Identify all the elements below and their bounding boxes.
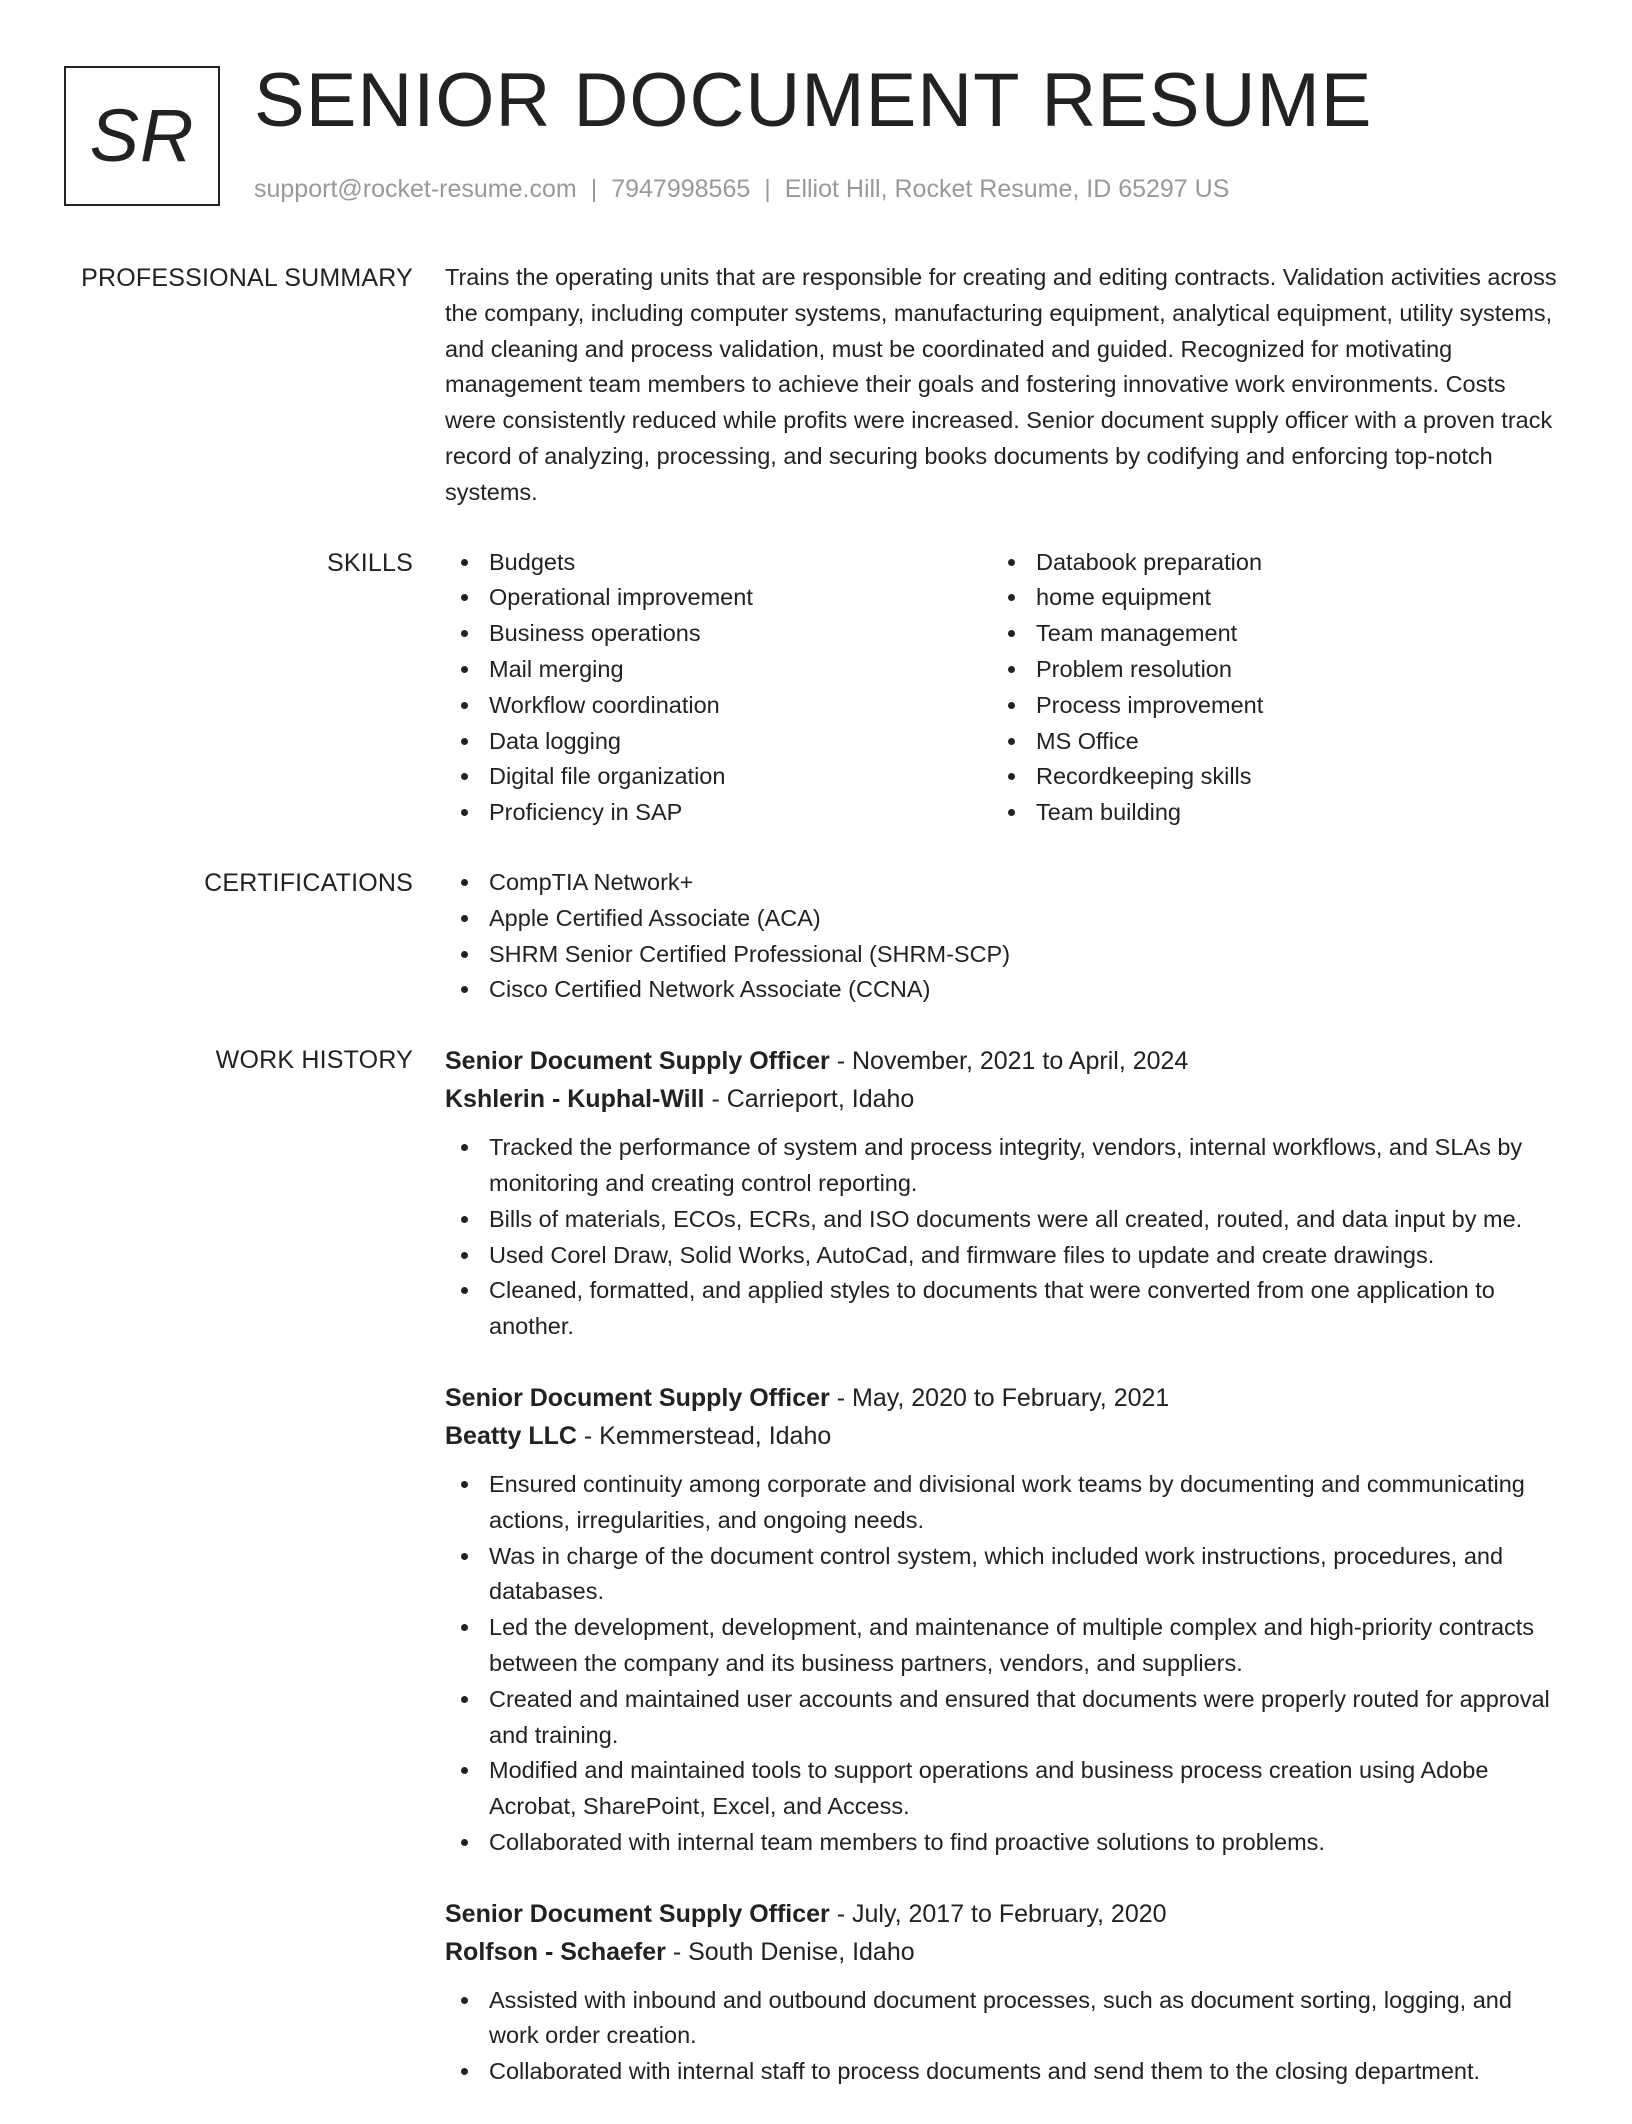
skill-item: Budgets (445, 545, 992, 581)
resume-title: SENIOR DOCUMENT RESUME (254, 58, 1373, 143)
job-duties (445, 1983, 1557, 2090)
skill-item: Team management (992, 616, 1539, 652)
contact-phone[interactable]: 7947998565 (611, 175, 751, 203)
job-duty-item: Tracked the performance of system and process integrity, vendors, internal workflows, and SLAs by monitoring and creating control reporting. (445, 1130, 1557, 1202)
skill-item: MS Office (992, 724, 1539, 760)
job-duty-item: Ensured continuity among corporate and divisional work teams by documenting and communicating actions, irregularities, and ongoing needs. (445, 1467, 1557, 1539)
job-title: Senior Document Supply Officer (445, 1383, 830, 1412)
section-heading: WORK HISTORY (215, 1046, 413, 1075)
section-heading: CERTIFICATIONS (204, 868, 413, 897)
section-body (445, 260, 1557, 511)
section-skills (0, 545, 1632, 831)
job-company-line (445, 1933, 1557, 1971)
job-duties (445, 1130, 1557, 1345)
certification-item: SHRM Senior Certified Professional (SHRM-SCP) (445, 937, 1557, 973)
skill-item: Digital file organization (445, 759, 992, 795)
skills-column-right (992, 545, 1539, 831)
skill-item: Workflow coordination (445, 688, 992, 724)
job-duty-item: Bills of materials, ECOs, ECRs, and ISO documents were all created, routed, and data input by me. (445, 1202, 1557, 1238)
job-dates: - November, 2021 to April, 2024 (829, 1047, 1189, 1076)
section-heading: SKILLS (327, 548, 413, 577)
job-duty-item: Cleaned, formatted, and applied styles to documents that were converted from one application to another. (445, 1273, 1557, 1345)
section-professional-summary (0, 260, 1632, 511)
contact-line (254, 174, 1229, 204)
job-entry (445, 1895, 1557, 2090)
section-work-history (0, 1042, 1632, 2090)
skill-item: Mail merging (445, 652, 992, 688)
certification-item: Apple Certified Associate (ACA) (445, 901, 1557, 937)
skill-item: Databook preparation (992, 545, 1539, 581)
job-location: - Kemmerstead, Idaho (576, 1421, 832, 1450)
section-body (445, 1042, 1557, 2090)
skill-item: Team building (992, 795, 1539, 831)
certification-item: Cisco Certified Network Associate (CCNA) (445, 972, 1557, 1008)
job-dates: - July, 2017 to February, 2020 (829, 1899, 1167, 1928)
job-company: Rolfson - Schaefer (445, 1937, 666, 1966)
job-title-line (445, 1895, 1557, 1933)
skills-grid (445, 545, 1557, 831)
skill-item: Data logging (445, 724, 992, 760)
job-location: - South Denise, Idaho (665, 1937, 915, 1966)
job-duty-item: Assisted with inbound and outbound document processes, such as document sorting, logging, and work order creation. (445, 1983, 1557, 2055)
job-duty-item: Was in charge of the document control system, which included work instructions, procedures, and databases. (445, 1539, 1557, 1611)
job-company: Beatty LLC (445, 1421, 577, 1450)
job-title: Senior Document Supply Officer (445, 1047, 830, 1076)
certification-item: CompTIA Network+ (445, 865, 1557, 901)
job-company-line (445, 1080, 1557, 1118)
job-entry (445, 1379, 1557, 1861)
job-title-line (445, 1379, 1557, 1417)
job-duty-item: Led the development, development, and maintenance of multiple complex and high-priority contracts between the company and its business partners, vendors, and suppliers. (445, 1610, 1557, 1682)
job-entry (445, 1042, 1557, 1345)
job-location: - Carrieport, Idaho (704, 1085, 915, 1114)
skill-item: Operational improvement (445, 580, 992, 616)
skill-item: Proficiency in SAP (445, 795, 992, 831)
contact-email[interactable]: support@rocket-resume.com (254, 175, 577, 203)
resume-sections (0, 260, 1632, 2124)
section-certifications (0, 865, 1632, 1008)
skills-column-left (445, 545, 992, 831)
skill-item: Recordkeeping skills (992, 759, 1539, 795)
contact-address: Elliot Hill, Rocket Resume, ID 65297 US (784, 175, 1230, 203)
summary-text: Trains the operating units that are responsible for creating and editing contracts. Validation activities across the company, including computer systems, manufacturing equipment, analytical equipment, utility systems, and cleaning and process validation, must be coordinated and guided. Recognized for motivating management team members to achieve their goals and fostering innovative work environments. Costs were consistently reduced while profits were increased. Senior document supply officer with a proven track record of analyzing, processing, and securing books documents by codifying and enforcing top-notch systems. (445, 264, 1557, 505)
contact-separator: | (590, 175, 598, 203)
job-title-line (445, 1042, 1557, 1080)
job-company: Kshlerin - Kuphal-Will (445, 1085, 705, 1114)
monogram-initials: SR (89, 94, 195, 177)
job-duty-item: Collaborated with internal staff to process documents and send them to the closing department. (445, 2054, 1557, 2090)
job-duty-item: Created and maintained user accounts and ensured that documents were properly routed for approval and training. (445, 1682, 1557, 1754)
job-duty-item: Modified and maintained tools to support operations and business process creation using Adobe Acrobat, SharePoint, Excel, and Access. (445, 1753, 1557, 1825)
contact-separator: | (764, 175, 771, 203)
job-title: Senior Document Supply Officer (445, 1899, 830, 1928)
job-duty-item: Used Corel Draw, Solid Works, AutoCad, and firmware files to update and create drawings. (445, 1238, 1557, 1274)
job-duty-item: Collaborated with internal team members to find proactive solutions to problems. (445, 1825, 1557, 1861)
skill-item: Problem resolution (992, 652, 1539, 688)
skill-item: Process improvement (992, 688, 1539, 724)
job-company-line (445, 1417, 1557, 1455)
section-heading: PROFESSIONAL SUMMARY (81, 264, 413, 292)
skill-item: Business operations (445, 616, 992, 652)
job-dates: - May, 2020 to February, 2021 (829, 1383, 1170, 1412)
certifications-list (445, 865, 1557, 1008)
job-duties (445, 1467, 1557, 1861)
skill-item: home equipment (992, 580, 1539, 616)
section-body (445, 865, 1557, 1008)
monogram-box (64, 66, 220, 206)
